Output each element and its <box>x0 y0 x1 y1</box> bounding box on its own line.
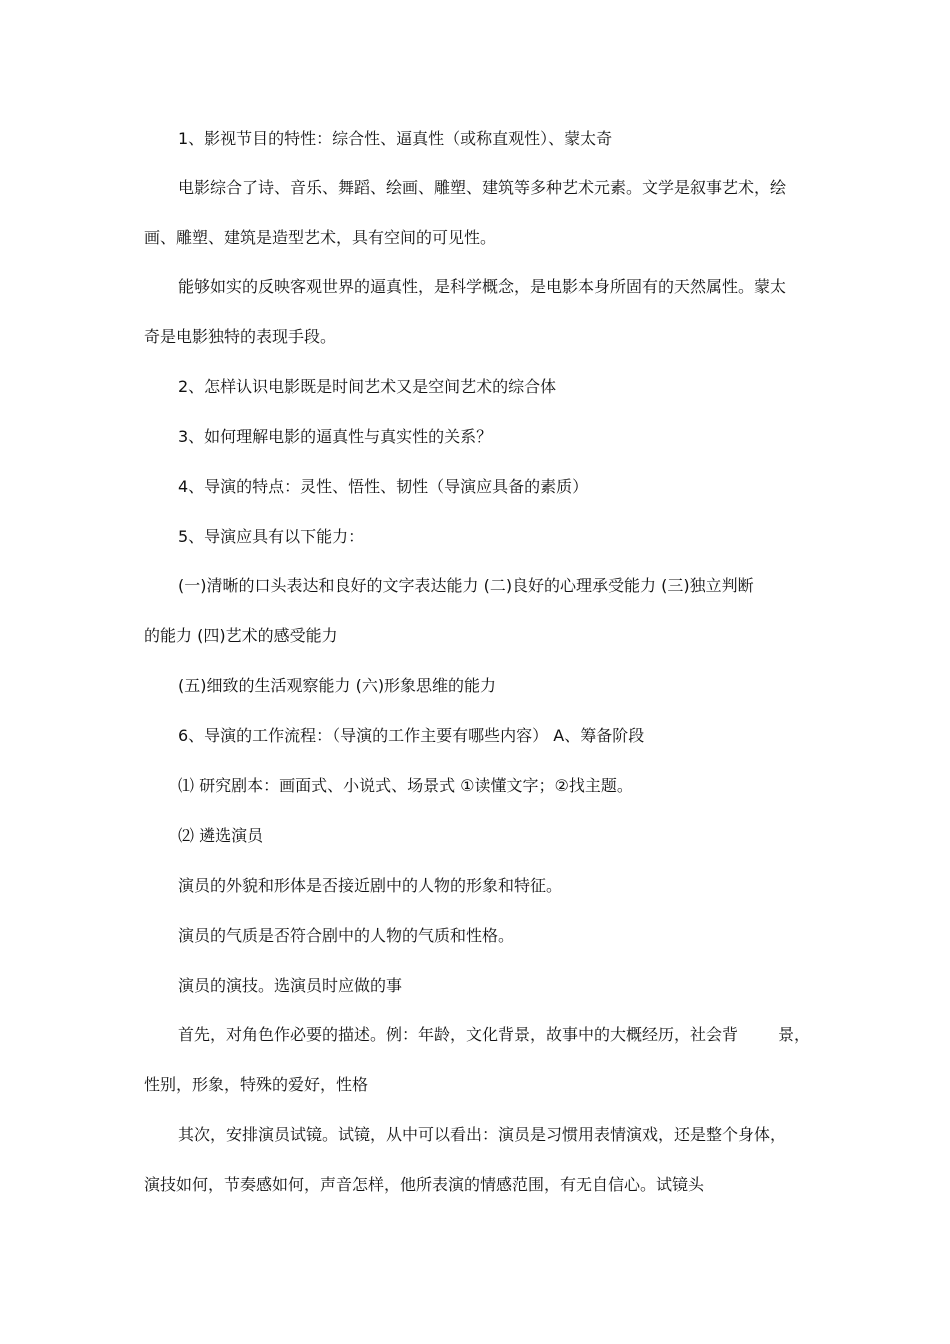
heading-item-1: 1、影视节目的特性：综合性、逼真性（或称直观性）、蒙太奇 <box>178 129 613 148</box>
paragraph-line: 画、雕塑、建筑是造型艺术，具有空间的可见性。 <box>144 228 497 247</box>
paragraph-line-text: 景， <box>777 1025 810 1044</box>
paragraph-line: 能够如实的反映客观世界的逼真性，是科学概念，是电影本身所固有的天然属性。蒙太 <box>178 277 787 296</box>
paragraph-line <box>178 1024 810 1046</box>
ability-list-line: 的能力 (四)艺术的感受能力 <box>144 626 338 645</box>
paragraph-line: 奇是电影独特的表现手段。 <box>144 327 337 346</box>
heading-item-3: 3、如何理解电影的逼真性与真实性的关系？ <box>178 427 493 446</box>
ability-list-line: (一)清晰的口头表达和良好的文字表达能力 (二)良好的心理承受能力 (三)独立判断 <box>178 576 754 595</box>
paragraph-line: 性别，形象，特殊的爱好，性格 <box>144 1075 369 1094</box>
paragraph-line: 演员的外貌和形体是否接近剧中的人物的形象和特征。 <box>178 876 563 895</box>
sub-item-1: ⑴ 研究剧本：画面式、小说式、场景式 ①读懂文字；②找主题。 <box>178 776 633 795</box>
sub-item-2: ⑵ 遴选演员 <box>178 826 264 845</box>
heading-item-6: 6、导演的工作流程：（导演的工作主要有哪些内容） A、筹备阶段 <box>178 726 645 745</box>
paragraph-line: 演员的气质是否符合剧中的人物的气质和性格。 <box>178 926 515 945</box>
heading-item-5: 5、导演应具有以下能力： <box>178 527 365 546</box>
heading-item-2: 2、怎样认识电影既是时间艺术又是空间艺术的综合体 <box>178 377 557 396</box>
paragraph-line: 演员的演技。选演员时应做的事 <box>178 976 403 995</box>
paragraph-line: 其次，安排演员试镜。试镜，从中可以看出：演员是习惯用表情演戏，还是整个身体， <box>178 1125 787 1144</box>
heading-item-4: 4、导演的特点：灵性、悟性、韧性（导演应具备的素质） <box>178 477 589 496</box>
paragraph-line-text: 首先，对角色作必要的描述。例：年龄，文化背景，故事中的大概经历，社会背 <box>178 1025 739 1044</box>
ability-list-line: (五)细致的生活观察能力 (六)形象思维的能力 <box>178 676 497 695</box>
paragraph-line: 电影综合了诗、音乐、舞蹈、绘画、雕塑、建筑等多种艺术元素。文学是叙事艺术，绘 <box>178 178 787 197</box>
paragraph-line: 演技如何，节奏感如何，声音怎样，他所表演的情感范围，有无自信心。试镜头 <box>144 1175 705 1194</box>
